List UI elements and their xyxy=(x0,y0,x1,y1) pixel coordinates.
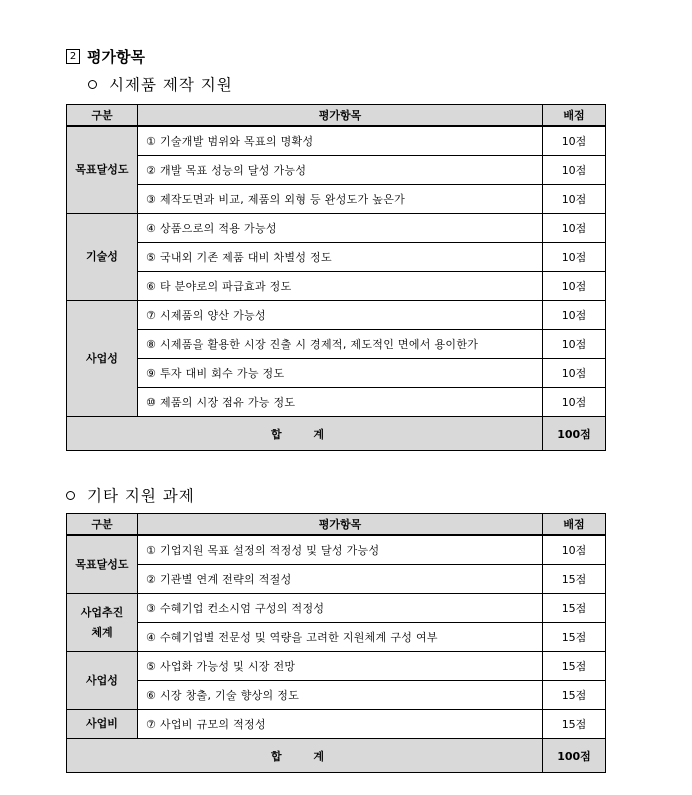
score-cell: 15점 xyxy=(543,652,606,681)
section-title: 평가항목 xyxy=(87,48,145,66)
table-row xyxy=(67,710,606,739)
score-cell: 15점 xyxy=(543,681,606,710)
table-row xyxy=(67,652,606,681)
score-cell: 10점 xyxy=(543,126,606,156)
table-header-row xyxy=(67,514,606,536)
header-score: 배점 xyxy=(543,105,606,127)
item-cell: ③ 수혜기업 컨소시엄 구성의 적정성 xyxy=(138,594,543,623)
score-cell: 10점 xyxy=(543,535,606,565)
category-line: 체계 xyxy=(91,625,113,639)
total-label: 합 계 xyxy=(67,739,543,773)
item-cell: ⑥ 시장 창출, 기술 향상의 정도 xyxy=(138,681,543,710)
table-row xyxy=(67,359,606,388)
table1-subtitle-row xyxy=(88,73,233,95)
header-score: 배점 xyxy=(543,514,606,536)
item-cell: ⑤ 사업화 가능성 및 시장 전망 xyxy=(138,652,543,681)
category-cell: 사업성 xyxy=(67,301,138,417)
table2-subtitle-row xyxy=(66,484,195,506)
table-row xyxy=(67,301,606,330)
table-row xyxy=(67,214,606,243)
table-row xyxy=(67,156,606,185)
table-row xyxy=(67,126,606,156)
total-label: 합 계 xyxy=(67,417,543,451)
item-cell: ④ 상품으로의 적용 가능성 xyxy=(138,214,543,243)
total-row xyxy=(67,739,606,773)
table-row xyxy=(67,681,606,710)
category-cell: 목표달성도 xyxy=(67,535,138,594)
score-cell: 10점 xyxy=(543,214,606,243)
table-row xyxy=(67,185,606,214)
category-cell: 기술성 xyxy=(67,214,138,301)
total-score: 100점 xyxy=(543,417,606,451)
evaluation-table-other xyxy=(66,513,606,773)
score-cell: 10점 xyxy=(543,388,606,417)
table-row xyxy=(67,535,606,565)
item-cell: ① 기업지원 목표 설정의 적정성 및 달성 가능성 xyxy=(138,535,543,565)
evaluation-table-prototype xyxy=(66,104,606,451)
score-cell: 15점 xyxy=(543,623,606,652)
table-row xyxy=(67,243,606,272)
circle-bullet-icon xyxy=(66,491,75,500)
item-cell: ⑩ 제품의 시장 점유 가능 정도 xyxy=(138,388,543,417)
section-number-box: 2 xyxy=(66,49,80,64)
table-row xyxy=(67,594,606,623)
category-cell: 사업성 xyxy=(67,652,138,710)
score-cell: 10점 xyxy=(543,301,606,330)
item-cell: ⑦ 사업비 규모의 적정성 xyxy=(138,710,543,739)
header-category: 구분 xyxy=(67,514,138,536)
item-cell: ⑤ 국내외 기존 제품 대비 차별성 정도 xyxy=(138,243,543,272)
circle-bullet-icon xyxy=(88,80,97,89)
score-cell: 10점 xyxy=(543,243,606,272)
section-heading xyxy=(66,46,145,67)
score-cell: 10점 xyxy=(543,359,606,388)
item-cell: ② 기관별 연계 전략의 적절성 xyxy=(138,565,543,594)
table-row xyxy=(67,330,606,359)
score-cell: 15점 xyxy=(543,565,606,594)
item-cell: ⑨ 투자 대비 회수 가능 정도 xyxy=(138,359,543,388)
score-cell: 10점 xyxy=(543,330,606,359)
score-cell: 15점 xyxy=(543,594,606,623)
score-cell: 10점 xyxy=(543,156,606,185)
item-cell: ⑧ 시제품을 활용한 시장 진출 시 경제적, 제도적인 면에서 용이한가 xyxy=(138,330,543,359)
score-cell: 15점 xyxy=(543,710,606,739)
item-cell: ① 기술개발 범위와 목표의 명확성 xyxy=(138,126,543,156)
total-row xyxy=(67,417,606,451)
table-row xyxy=(67,623,606,652)
table-row xyxy=(67,565,606,594)
table2-subtitle: 기타 지원 과제 xyxy=(87,487,195,505)
category-cell: 사업비 xyxy=(67,710,138,739)
score-cell: 10점 xyxy=(543,185,606,214)
score-cell: 10점 xyxy=(543,272,606,301)
item-cell: ③ 제작도면과 비교, 제품의 외형 등 완성도가 높은가 xyxy=(138,185,543,214)
category-cell: 목표달성도 xyxy=(67,126,138,214)
item-cell: ⑦ 시제품의 양산 가능성 xyxy=(138,301,543,330)
header-item: 평가항목 xyxy=(138,105,543,127)
header-item: 평가항목 xyxy=(138,514,543,536)
total-score: 100점 xyxy=(543,739,606,773)
table-row xyxy=(67,272,606,301)
item-cell: ② 개발 목표 성능의 달성 가능성 xyxy=(138,156,543,185)
category-cell xyxy=(67,594,138,652)
category-line: 사업추진 xyxy=(80,605,124,619)
item-cell: ⑥ 타 분야로의 파급효과 정도 xyxy=(138,272,543,301)
item-cell: ④ 수혜기업별 전문성 및 역량을 고려한 지원체계 구성 여부 xyxy=(138,623,543,652)
header-category: 구분 xyxy=(67,105,138,127)
table-header-row xyxy=(67,105,606,127)
table1-subtitle: 시제품 제작 지원 xyxy=(109,76,233,94)
table-row xyxy=(67,388,606,417)
